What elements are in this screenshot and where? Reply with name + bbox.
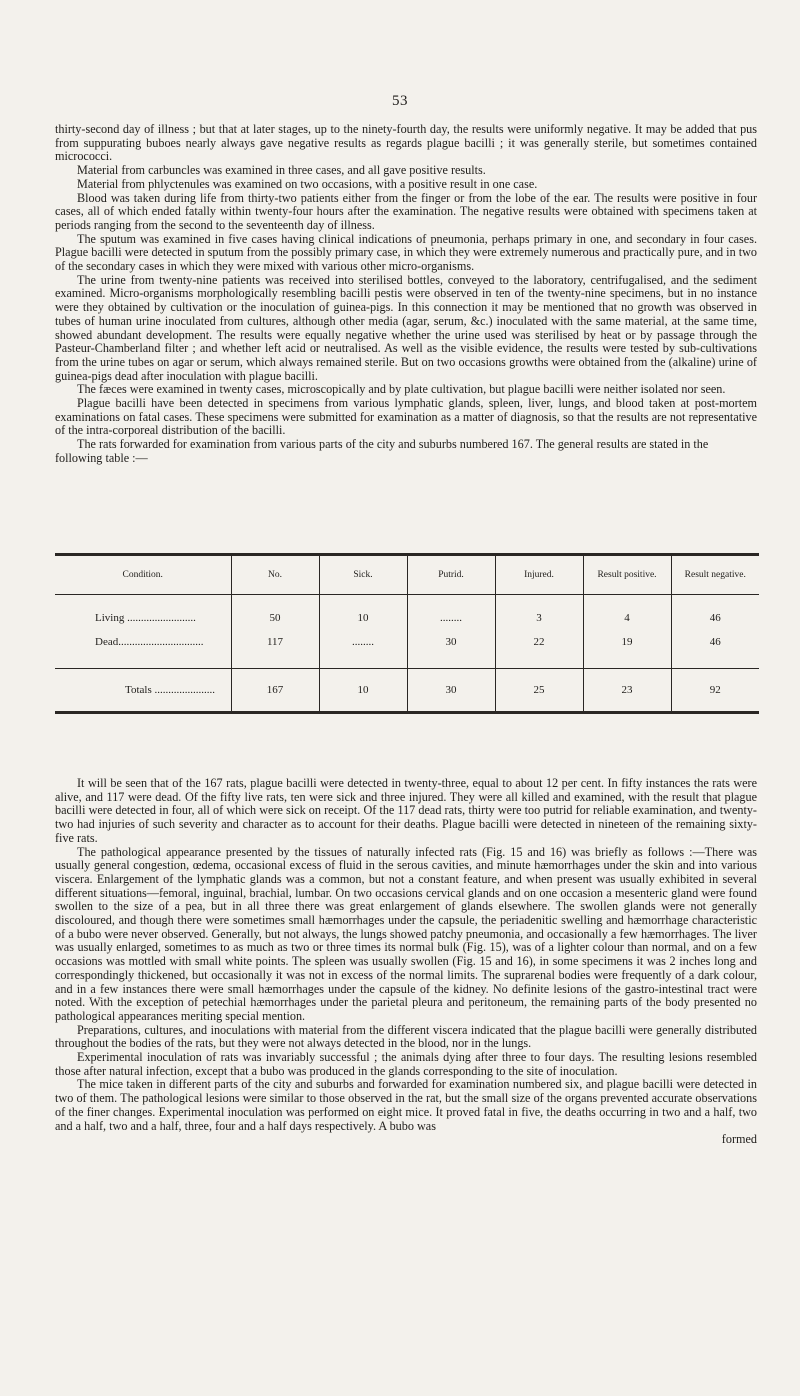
header-result-negative: Result negative. xyxy=(671,555,759,595)
header-condition: Condition. xyxy=(55,555,231,595)
table-row xyxy=(55,595,759,631)
table-cell: 3 xyxy=(495,595,583,631)
table-cell: ........ xyxy=(319,630,407,654)
paragraph: Blood was taken during life from thirty-two patients either from the finger or from the lobe of the ear. The results were positive in four cases, all of which ended fatally within twenty-four hours after the examination. The negative results were obtained with specimens taken at periods ranging from the second to the seventeenth day of illness. xyxy=(55,190,757,232)
paragraph: The urine from twenty-nine patients was received into sterilised bottles, conveyed to the laboratory, centrifugalised, and the sediment examined. Micro-organisms morphologically resembling bacilli pestis were observed in ten of the twenty-nine specimens, but in no instance were they obtained by cultivation or the inoculation of guinea-pigs. In this connection it may be mentioned that no growth was observed in tubes of human urine inoculated from cultures, although other media (agar, serum, &c.) inoculated with the same material, at the same time, showed abundant development. The results were equally negative whether the urine used was sterilised by heat or by passage through the Pasteur-Chamberland filter ; and whether left acid or neutralised. As well as the visible evidence, the results were tested by sub-cultivations from the urine tubes on agar or serum, which always remained sterile. But on two occasions growths were obtained from the (alkaline) urine of guinea-pigs dead after inoculation with plague bacilli. xyxy=(55,272,757,383)
paragraph: The mice taken in different parts of the city and suburbs and forwarded for examination numbered six, and plague bacilli were detected in two of them. The pathological lesions were similar to those observed in the rat, but the small size of the organs prevented accurate observations of the finer changes. Experimental inoculation was performed on eight mice. It proved fatal in five, the deaths occurring in two and a half, two and a half, two and a half, three, four and a half days respectively. A bubo was xyxy=(55,1077,757,1133)
table-cell: 19 xyxy=(583,630,671,654)
paragraph: The fæces were examined in twenty cases, microscopically and by plate cultivation, but plague bacilli were neither isolated nor seen. xyxy=(77,382,726,397)
table-cell: 10 xyxy=(319,669,407,713)
paragraph: The pathological appearance presented by the tissues of naturally infected rats (Fig. 15 and 16) was briefly as follows :—There was usually general congestion, œdema, occasional excess of fluid in the serous cavities, and minute hæmorrhages under the skin and into various viscera. Enlargement of the lymphatic glands was a common, but not a constant feature, and when present was usually exhibited in several different situations—femoral, inguinal, brachial, lumbar. On two occasions cervical glands and on one occasion a mesenteric gland were found swollen to the size of a pea, but in all three there was great enlargement of glands elsewhere. The swollen glands were not generally discoloured, and though there were sometimes small hæmorrhages under the capsule, the periadenitic swelling and hæmorrhage characteristic of a bubo were never observed. Generally, but not always, the lungs showed patchy pneumonia, and occasionally a few hæmorrhages. The liver was usually enlarged, sometimes to as much as two or three times its normal bulk (Fig. 15), was of a lighter colour than normal, and on a few occasions was mottled with small white points. The spleen was usually swollen (Fig. 15 and 16), in some specimens it was 2 inches long and correspondingly thickened, but occasionally it was not in excess of the normal limits. The suprarenal bodies were frequently of a dark colour, and in a few instances there were small hæmorrhages under the capsule of the kidney. No definite lesions of the gastro-intestinal tract were noted. With the exception of petechial hæmorrhages under the parietal pleura and peritoneum, the remaining parts of the body presented no pathological appearances meriting special mention. xyxy=(55,844,757,1023)
paragraph: Material from phlyctenules was examined on two occasions, with a positive result in one case. xyxy=(77,176,538,191)
table-cell: 4 xyxy=(583,595,671,631)
body-text-bottom xyxy=(55,777,757,1147)
paragraph: thirty-second day of illness ; but that at later stages, up to the ninety-fourth day, the results were uniformly negative. It may be added that pus from suppurating buboes nearly always gave negative results as regards plague bacilli ; it was generally sterile, but sometimes contained micrococci. xyxy=(55,122,757,164)
table-cell: 10 xyxy=(319,595,407,631)
table-cell: 117 xyxy=(231,630,319,654)
header-putrid: Putrid. xyxy=(407,555,495,595)
table-cell: 92 xyxy=(671,669,759,713)
paragraph: Material from carbuncles was examined in three cases, and all gave positive results. xyxy=(77,163,486,178)
table-cell: 30 xyxy=(407,669,495,713)
table-totals-row xyxy=(55,669,759,713)
table-spacer-row xyxy=(55,654,759,669)
paragraph: Plague bacilli have been detected in specimens from various lymphatic glands, spleen, liver, lungs, and blood taken at post-mortem examinations on fatal cases. These specimens were submitted for examination as a matter of diagnosis, so that the results are not representative of the intra-corporeal distribution of the bacilli. xyxy=(55,396,757,438)
table-cell: 23 xyxy=(583,669,671,713)
table-cell: Living ......................... xyxy=(95,612,196,624)
page-number: 53 xyxy=(392,93,408,109)
paragraph: The rats forwarded for examination from various parts of the city and suburbs numbered 167. The general results are stated in the following table :— xyxy=(55,437,709,465)
table-cell: 46 xyxy=(671,595,759,631)
paragraph: Preparations, cultures, and inoculations with material from the different viscera indicated that the plague bacilli were generally distributed throughout the bodies of the rats, but they were not always detected in the blood, nor in the lungs. xyxy=(55,1022,757,1051)
catchword: formed xyxy=(721,1132,757,1147)
table-cell: 22 xyxy=(495,630,583,654)
table-cell: 50 xyxy=(231,595,319,631)
table-cell: 30 xyxy=(407,630,495,654)
paragraph: Experimental inoculation of rats was invariably successful ; the animals dying after three to four days. The resulting lesions resembled those after natural infection, except that a bubo was produced in the glands corresponding to the site of inoculation. xyxy=(55,1050,757,1078)
paragraph: It will be seen that of the 167 rats, plague bacilli were detected in twenty-three, equal to about 12 per cent. In fifty instances the rats were alive, and 117 were dead. Of the fifty live rats, ten were sick and three injured. They were all killed and examined, with the result that plague bacilli were detected in four, all of which were sick on receipt. Of the 117 dead rats, thirty were too putrid for reliable examination, and twenty-two had injuries of such severity and character as to account for their deaths. Plague bacilli were detected in nineteen of the remaining sixty-five rats. xyxy=(55,776,757,845)
header-injured: Injured. xyxy=(495,555,583,595)
table-row xyxy=(55,630,759,654)
body-text-top xyxy=(55,123,757,466)
table-cell: 46 xyxy=(671,630,759,654)
paragraph: The sputum was examined in five cases having clinical indications of pneumonia, perhaps primary in one, and secondary in four cases. Plague bacilli were detected in sputum from the possibly primary case, in which they were extremely numerous and practically pure, and in two of the secondary cases in which they were mixed with various other micro-organisms. xyxy=(55,231,757,274)
table-cell: 25 xyxy=(495,669,583,713)
table-cell: 167 xyxy=(231,669,319,713)
rats-results-table xyxy=(55,553,759,714)
header-sick: Sick. xyxy=(319,555,407,595)
header-result-positive: Result positive. xyxy=(583,555,671,595)
table-cell: Dead............................... xyxy=(95,636,204,648)
table-cell: ........ xyxy=(407,595,495,631)
header-no: No. xyxy=(231,555,319,595)
table-header-row xyxy=(55,555,759,595)
table-cell: Totals ...................... xyxy=(55,669,231,713)
